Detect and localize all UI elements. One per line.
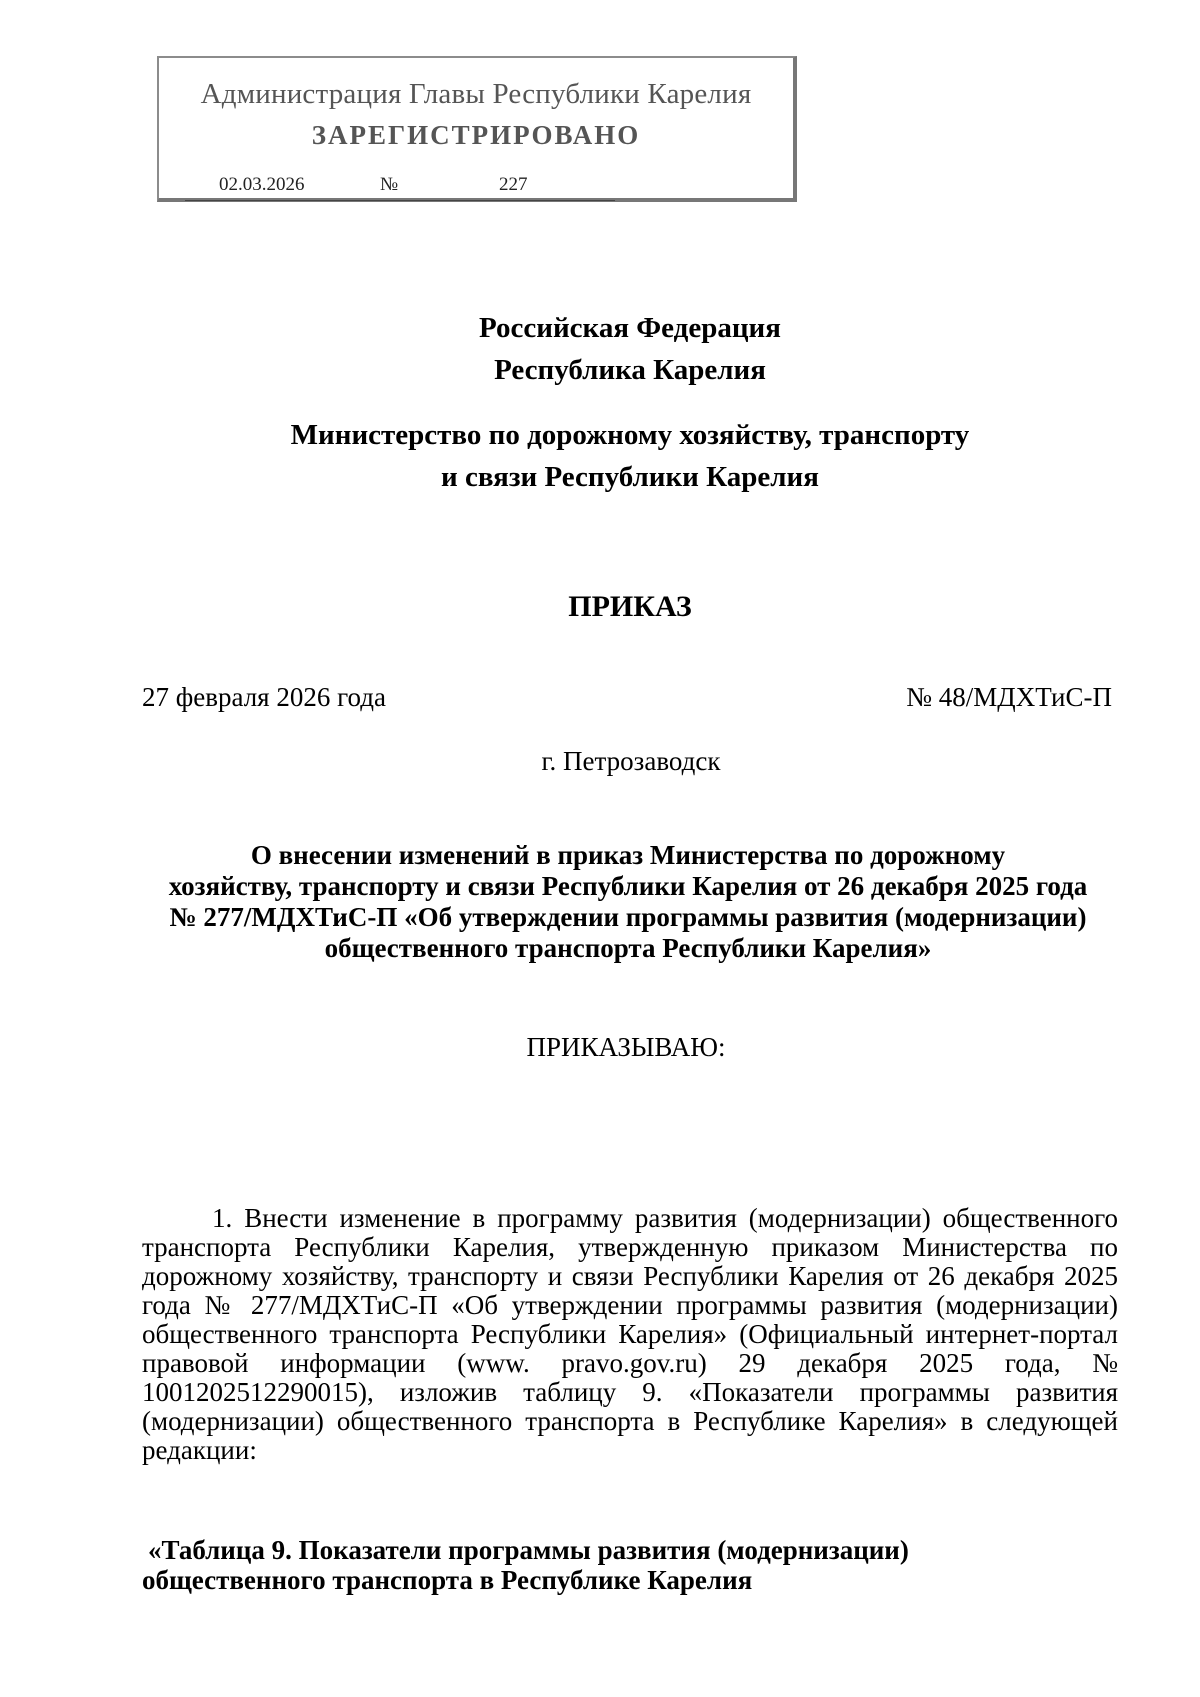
order-title-line3: № 277/МДХТиС-П «Об утверждении программы развития (модернизации) — [169, 902, 1087, 932]
order-city: г. Петрозаводск — [541, 746, 721, 776]
order-date: 27 февраля 2026 года — [142, 682, 386, 712]
stamp-authority: Администрация Главы Республики Карелия — [200, 78, 752, 110]
table-caption-line1: «Таблица 9. Показатели программы развития (модернизации) — [148, 1535, 909, 1565]
order-title — [140, 840, 1116, 964]
order-directive: ПРИКАЗЫВАЮ: — [526, 1032, 726, 1062]
stamp-registered: ЗАРЕГИСТРИРОВАНО — [311, 120, 641, 150]
registration-stamp — [157, 56, 797, 202]
stamp-registration-line — [185, 170, 615, 201]
order-paragraph-1: 1. Внести изменение в программу развития (модернизации) общественного транспорта Республики Карелия, утвержденную приказом Министерства по дорожному хозяйству, транспорту и связи Республики Карелия от 26 декабря 2025 года № 277/МДХТиС-П «Об утверждении программы развития (модернизации) общественного транспорта Республики Карелия» (Официальный интернет-портал правовой информации (www. pravo.gov.ru) 29 декабря 2025 года, № 1001202512290015), изложив таблицу 9. «Показатели программы развития (модернизации) общественного транспорта в Республике Карелия» в следующей редакции: — [142, 1203, 1118, 1465]
stamp-number: 227 — [499, 174, 528, 195]
order-title-line1: О внесении изменений в приказ Министерства по дорожному — [250, 840, 1006, 870]
order-title-line2: хозяйству, транспорту и связи Республики Карелия от 26 декабря 2025 года — [168, 871, 1088, 901]
republic-heading: Республика Карелия — [494, 354, 766, 386]
order-number: № 48/МДХТиС-П — [906, 682, 1112, 712]
stamp-date: 02.03.2026 — [219, 174, 305, 195]
table-caption-line2: общественного транспорта в Республике Карелия — [142, 1565, 753, 1595]
document-type: ПРИКАЗ — [568, 590, 692, 623]
order-title-line4: общественного транспорта Республики Карелия» — [324, 933, 932, 963]
ministry-heading-line2: и связи Республики Карелия — [441, 461, 819, 493]
ministry-heading-line1: Министерство по дорожному хозяйству, транспорту — [290, 419, 970, 451]
country-heading: Российская Федерация — [479, 312, 781, 344]
stamp-number-label: № — [380, 174, 399, 195]
table-caption — [142, 1535, 1122, 1595]
